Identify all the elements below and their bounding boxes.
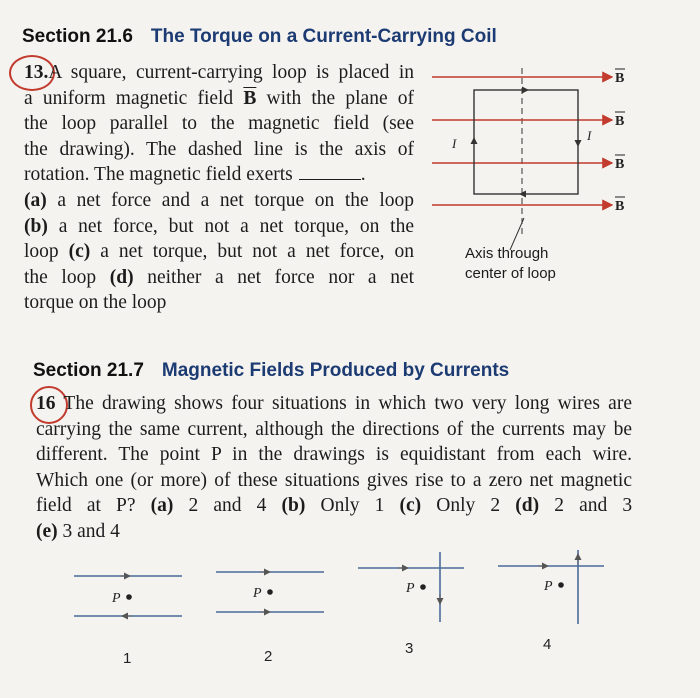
opt-a-label: (a) xyxy=(24,189,47,211)
section-title: The Torque on a Current-Carrying Coil xyxy=(150,26,497,47)
q16-opt-b-text: Only 1 xyxy=(320,495,385,517)
situation-label-3: 3 xyxy=(405,640,414,657)
situation-1 xyxy=(74,576,182,616)
opt-c-text-2: the loop xyxy=(24,266,97,288)
q16-line-4: Which one (or more) of these situations gives rise to a zero net magnetic xyxy=(36,469,632,491)
q16-line-5 xyxy=(36,493,632,519)
q16-line-3: different. The point P in the drawings is equidistant from each wire. xyxy=(36,444,632,466)
section-number: Section 21.7 xyxy=(33,360,144,381)
section-heading-21-7 xyxy=(33,360,509,382)
q13-line-10: torque on the loop xyxy=(24,292,167,314)
situation-3 xyxy=(358,552,464,622)
current-label-left: I xyxy=(452,136,457,151)
field-label-2: B xyxy=(615,114,625,129)
q16-line-6 xyxy=(36,519,632,545)
situations-figure xyxy=(60,550,620,630)
q16-opt-d: (d) xyxy=(515,495,540,517)
opt-a-text: a net force and a net torque on the loop xyxy=(57,189,415,211)
section-heading-21-6 xyxy=(22,26,497,48)
q16-opt-e-text: 3 and 4 xyxy=(62,520,120,542)
situation-4 xyxy=(498,550,604,624)
point-P-2: P xyxy=(253,586,262,601)
situation-label-4: 4 xyxy=(543,636,552,653)
section-title: Magnetic Fields Produced by Currents xyxy=(161,360,510,381)
answer-blank xyxy=(299,165,361,180)
q13-option-a xyxy=(24,188,414,214)
q16-opt-c: (c) xyxy=(399,495,422,517)
opt-c-label: (c) xyxy=(68,241,91,263)
q16-number: 16 xyxy=(36,393,56,414)
q16-opt-a: (a) xyxy=(150,495,174,517)
situation-label-1: 1 xyxy=(123,650,132,667)
q16-opt-a-text: 2 and 4 xyxy=(188,495,267,517)
field-vector-B: $\overline{B}$ xyxy=(243,87,257,109)
field-label-4: B xyxy=(615,199,625,214)
q16-opt-c-text: Only 2 xyxy=(436,495,501,517)
point-P-4: P xyxy=(544,579,553,594)
q13-text-2: a uniform magnetic field xyxy=(24,87,234,109)
q16-opt-d-text: 2 and 3 xyxy=(554,495,633,517)
opt-d-text: neither a net force nor a net xyxy=(147,266,415,288)
current-label-right: I xyxy=(587,128,592,143)
q13-line-3: the loop parallel to the magnetic field (see xyxy=(24,113,414,135)
opt-c-text: a net torque, but not a net force, on xyxy=(100,241,415,263)
question-16 xyxy=(36,391,632,545)
caption-line-1: Axis through xyxy=(465,245,549,262)
q13-line-5 xyxy=(24,162,414,188)
axis-caption xyxy=(465,244,556,284)
opt-b-label: (b) xyxy=(24,215,48,237)
situation-2 xyxy=(216,572,324,612)
current-loop xyxy=(474,90,578,194)
section-number: Section 21.6 xyxy=(22,26,133,47)
opt-d-label: (d) xyxy=(109,266,134,288)
q13-period: . xyxy=(360,164,366,186)
q16-line-1 xyxy=(36,391,632,417)
q13-line-1 xyxy=(24,60,414,86)
q13-number: 13. xyxy=(24,62,49,83)
q16-text-5: field at P? xyxy=(36,495,136,517)
q13-option-b xyxy=(24,214,414,240)
point-P-3: P xyxy=(406,581,415,596)
opt-b-text: a net force, but not a net torque, on the xyxy=(58,215,414,237)
q13-text-1: A square, current-carrying loop is placed in xyxy=(48,62,414,83)
field-label-3: B xyxy=(615,157,625,172)
q16-text-1: The drawing shows four situations in which two very long wires are xyxy=(63,393,632,414)
question-13 xyxy=(24,60,414,316)
opt-b-text-2: loop xyxy=(24,241,59,263)
q16-line-2: carrying the same current, although the directions of the currents may be xyxy=(36,418,632,440)
caption-line-2: center of loop xyxy=(465,265,556,282)
field-label-1: B xyxy=(615,71,625,86)
q13-line-9 xyxy=(24,265,414,291)
situation-label-2: 2 xyxy=(264,648,273,665)
q13-line-2 xyxy=(24,86,414,112)
q16-opt-b: (b) xyxy=(281,495,306,517)
q13-line-8 xyxy=(24,239,414,265)
q13-text-6: rotation. The magnetic field exerts xyxy=(24,164,293,186)
q13-line-4: the drawing). The dashed line is the axis of xyxy=(24,138,414,160)
point-P-1: P xyxy=(112,591,121,606)
q16-opt-e: (e) xyxy=(36,520,58,542)
q13-text-3: with the plane of xyxy=(266,87,415,109)
